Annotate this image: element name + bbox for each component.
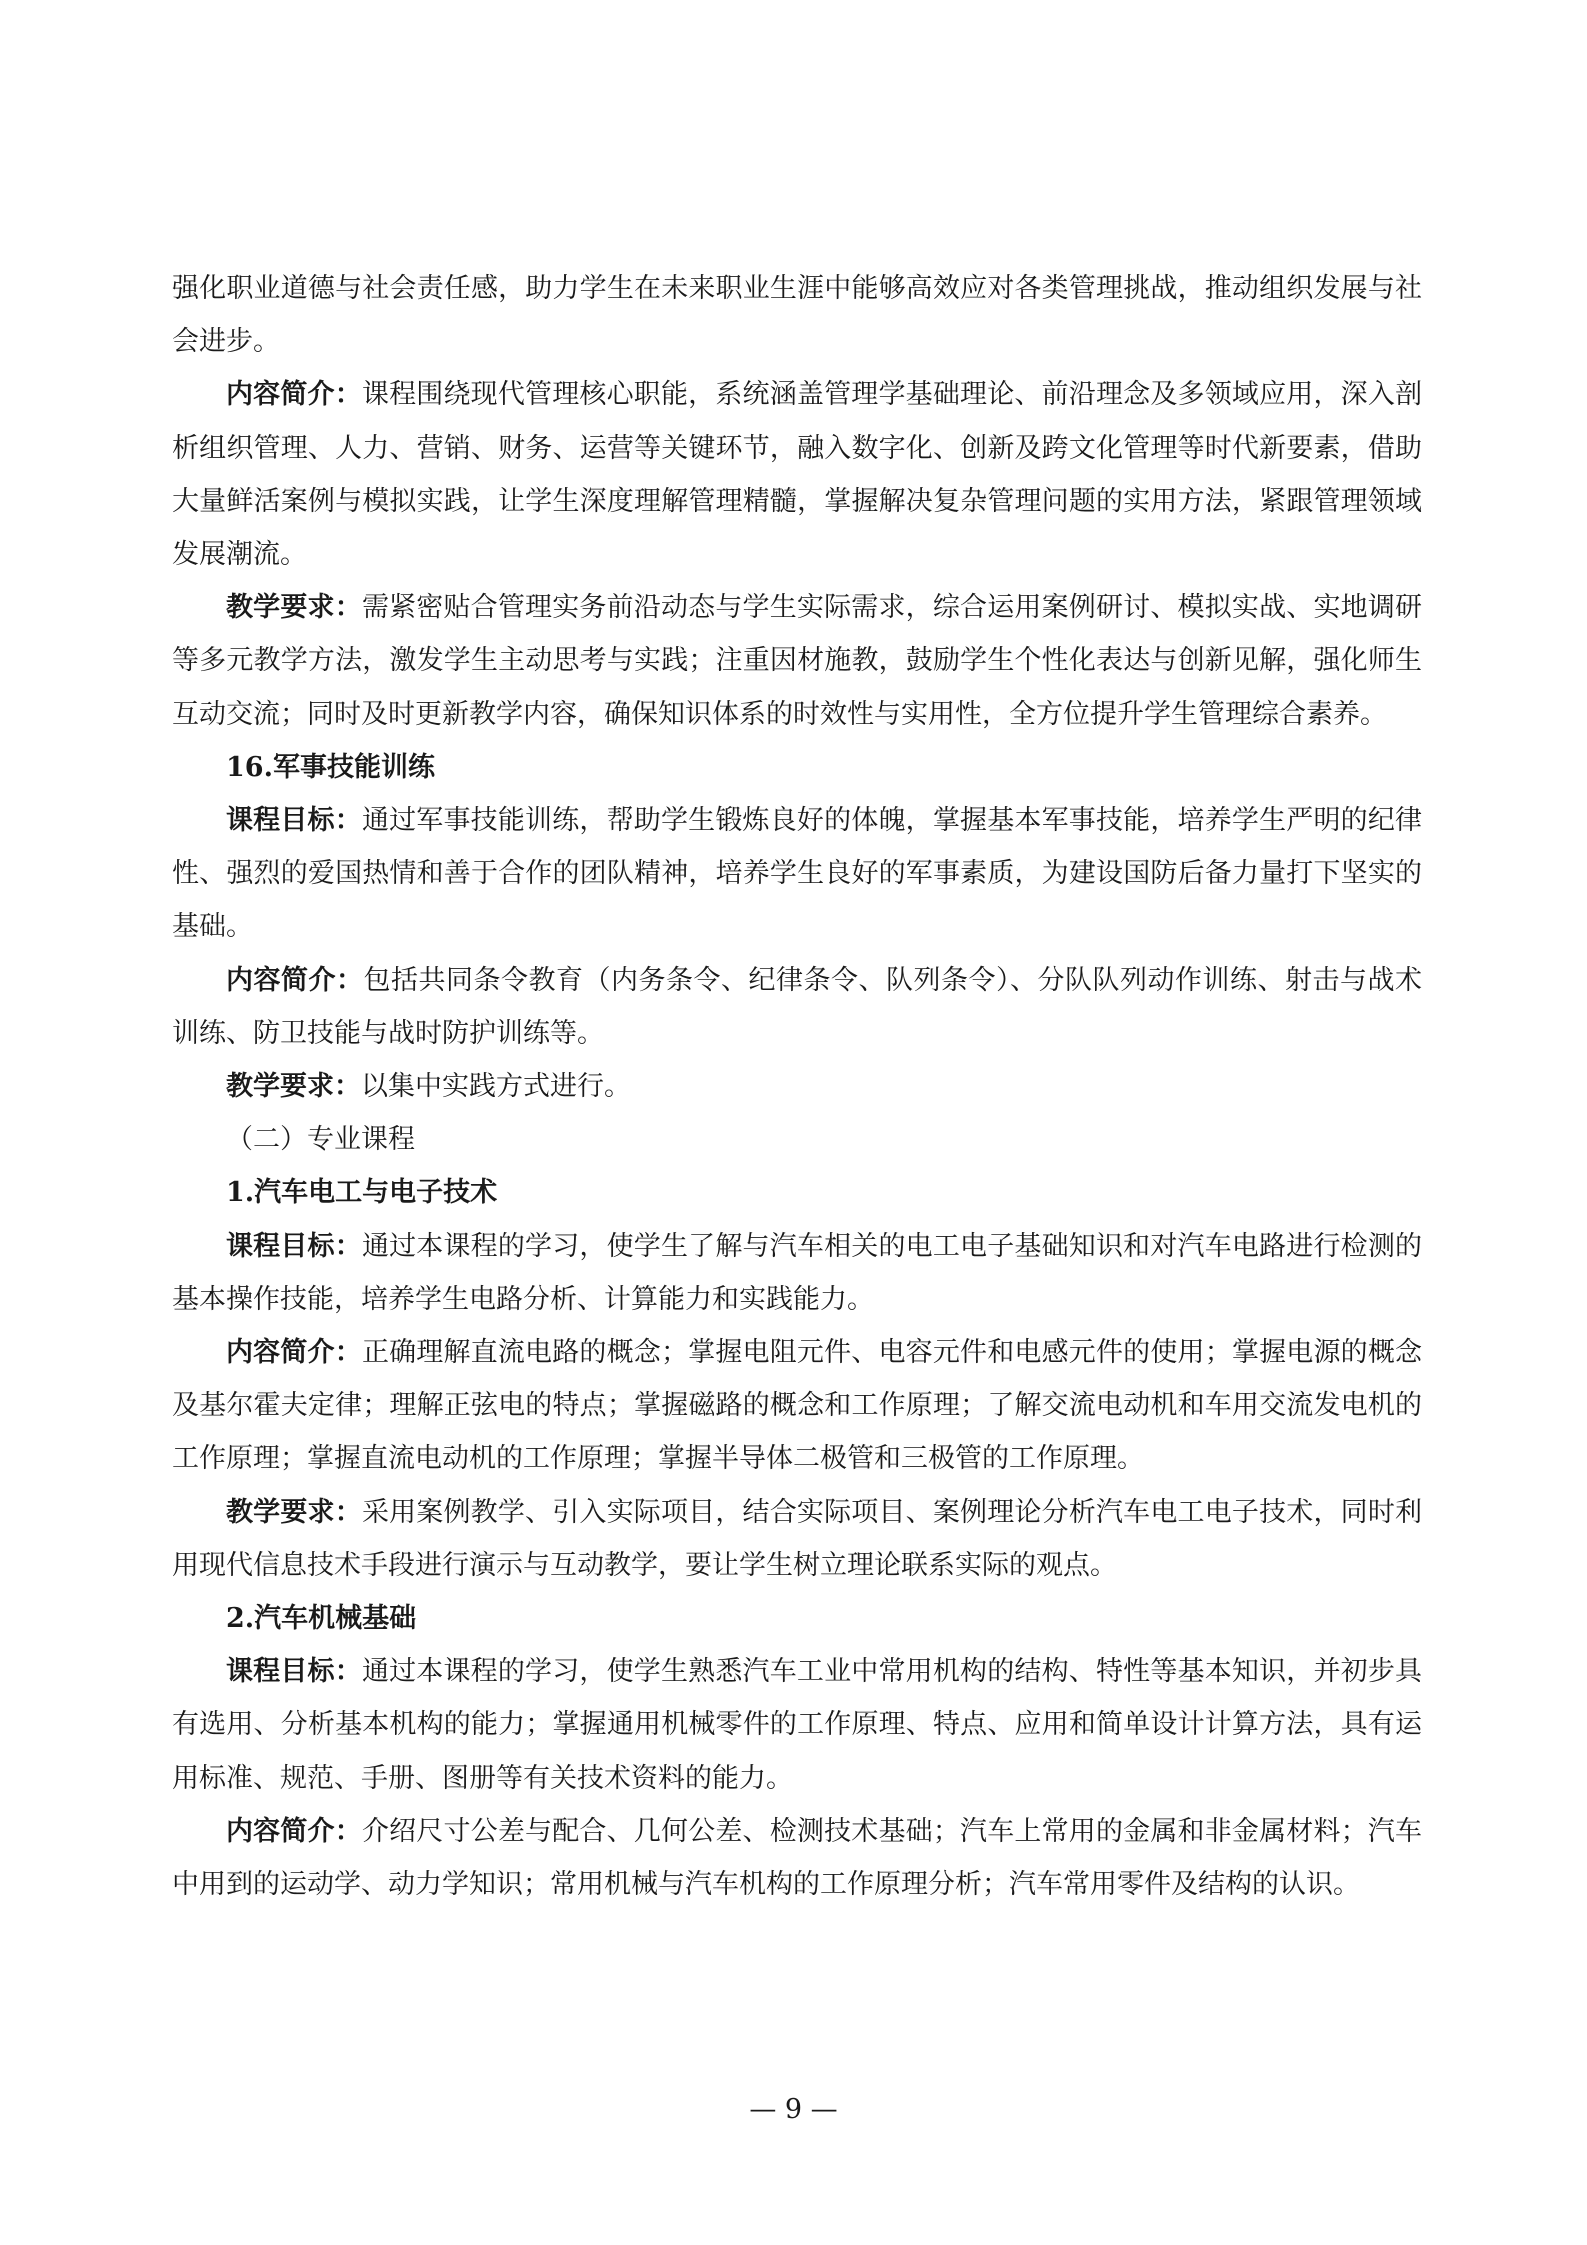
auto-mech-heading: 2.汽车机械基础 bbox=[226, 1603, 417, 1635]
content-label: 内容简介： bbox=[226, 1815, 362, 1847]
teach-text: 需紧密贴合管理实务前沿动态与学生实际需求，综合运用案例研讨、模拟实战、实地调研等多元教学方法，激发学生主动思考与实践；注重因材施教，鼓励学生个性化表达与创新见解，强化师生互动交流；同时及时更新教学内容，确保知识体系的时效性与实用性，全方位提升学生管理综合素养。 bbox=[172, 592, 1423, 730]
military-goal-paragraph bbox=[172, 794, 1422, 954]
mgmt-content-paragraph bbox=[172, 368, 1422, 581]
teach-label: 教学要求： bbox=[226, 1496, 362, 1528]
military-teach-paragraph bbox=[172, 1060, 1422, 1113]
goal-text: 通过本课程的学习，使学生熟悉汽车工业中常用机构的结构、特性等基本知识，并初步具有选用、分析基本机构的能力；掌握通用机械零件的工作原理、特点、应用和简单设计计算方法，具有运用标准、规范、手册、图册等有关技术资料的能力。 bbox=[172, 1656, 1423, 1794]
content-label: 内容简介： bbox=[226, 379, 362, 411]
page-number: — 9 — bbox=[749, 2094, 838, 2125]
content-text: 课程围绕现代管理核心职能，系统涵盖管理学基础理论、前沿理念及多领域应用，深入剖析组织管理、人力、营销、财务、运营等关键环节，融入数字化、创新及跨文化管理等时代新要素，借助大量鲜活案例与模拟实践，让学生深度理解管理精髓，掌握解决复杂管理问题的实用方法，紧跟管理领域发展潮流。 bbox=[172, 379, 1423, 571]
goal-label: 课程目标： bbox=[226, 1230, 362, 1262]
document-body bbox=[172, 262, 1422, 1911]
content-label: 内容简介： bbox=[226, 964, 364, 996]
auto-mech-content-paragraph bbox=[172, 1805, 1422, 1911]
teach-label: 教学要求： bbox=[226, 1071, 361, 1103]
military-heading: 16.军事技能训练 bbox=[226, 751, 435, 783]
teach-text: 采用案例教学、引入实际项目，结合实际项目、案例理论分析汽车电工电子技术，同时利用现代信息技术手段进行演示与互动教学，要让学生树立理论联系实际的观点。 bbox=[172, 1496, 1423, 1581]
military-content-paragraph bbox=[172, 954, 1422, 1060]
content-text: 介绍尺寸公差与配合、几何公差、检测技术基础；汽车上常用的金属和非金属材料；汽车中用到的运动学、动力学知识；常用机械与汽车机构的工作原理分析；汽车常用零件及结构的认识。 bbox=[172, 1815, 1423, 1901]
goal-label: 课程目标： bbox=[226, 805, 362, 837]
auto-elec-heading: 1.汽车电工与电子技术 bbox=[226, 1177, 498, 1209]
mgmt-teach-paragraph bbox=[172, 581, 1422, 741]
content-text: 正确理解直流电路的概念；掌握电阻元件、电容元件和电感元件的使用；掌握电源的概念及基尔霍夫定律；理解正弦电的特点；掌握磁路的概念和工作原理；了解交流电动机和车用交流发电机的工作原理；掌握直流电动机的工作原理；掌握半导体二极管和三极管的工作原理。 bbox=[172, 1337, 1423, 1475]
auto-elec-content-paragraph bbox=[172, 1326, 1422, 1486]
content-text: 包括共同条令教育（内务条令、纪律条令、队列条令）、分队队列动作训练、射击与战术训练、防卫技能与战时防护训练等。 bbox=[172, 964, 1422, 1049]
goal-text: 通过本课程的学习，使学生了解与汽车相关的电工电子基础知识和对汽车电路进行检测的基本操作技能，培养学生电路分析、计算能力和实践能力。 bbox=[172, 1230, 1423, 1315]
goal-text: 通过军事技能训练，帮助学生锻炼良好的体魄，掌握基本军事技能，培养学生严明的纪律性、强烈的爱国热情和善于合作的团队精神，培养学生良好的军事素质，为建设国防后备力量打下坚实的基础。 bbox=[172, 805, 1423, 943]
intro-paragraph bbox=[172, 262, 1422, 368]
auto-mech-goal-paragraph bbox=[172, 1645, 1422, 1805]
teach-text: 以集中实践方式进行。 bbox=[361, 1071, 631, 1103]
goal-label: 课程目标： bbox=[226, 1656, 362, 1688]
auto-elec-teach-paragraph bbox=[172, 1486, 1422, 1592]
section-heading-professional-courses: （二）专业课程 bbox=[226, 1124, 415, 1156]
intro-text: 强化职业道德与社会责任感，助力学生在未来职业生涯中能够高效应对各类管理挑战，推动组织发展与社会进步。 bbox=[172, 273, 1422, 358]
teach-label: 教学要求： bbox=[226, 592, 362, 624]
auto-elec-goal-paragraph bbox=[172, 1220, 1422, 1326]
content-label: 内容简介： bbox=[226, 1337, 362, 1369]
